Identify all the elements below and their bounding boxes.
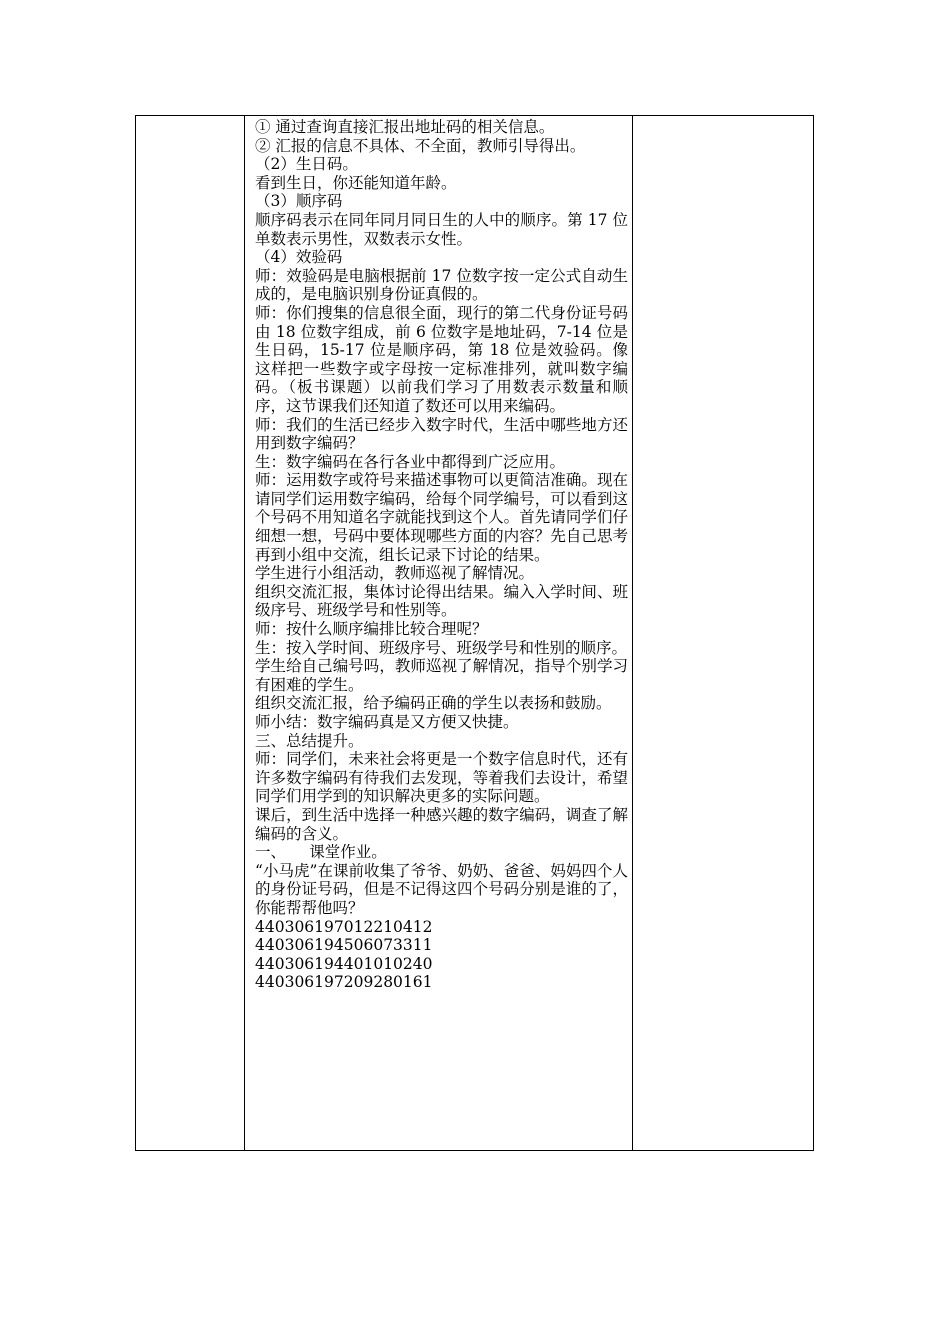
lesson-table — [135, 115, 814, 1151]
id-number: 440306197209280161 — [255, 973, 433, 992]
paragraph: 生：数字编码在各行各业中都得到广泛应用。 — [255, 452, 566, 471]
paragraph: 师：同学们，未来社会将更是一个数字信息时代，还有许多数字编码有待我们去发现，等着我们去设计，希望同学们用学到的知识解决更多的实际问题。 — [255, 750, 628, 806]
paragraph: 组织交流汇报，集体讨论得出结果。编入入学时间、班级序号、班级学号和性别等。 — [255, 582, 628, 620]
paragraph: 看到生日，你还能知道年龄。 — [255, 173, 457, 192]
paragraph: 顺序码表示在同年同月同日生的人中的顺序。第 17 位单数表示男性，双数表示女性。 — [255, 210, 628, 248]
paragraph: （3）顺序码 — [255, 192, 343, 211]
paragraph: 师：你们搜集的信息很全面，现行的第二代身份证号码由 18 位数字组成，前 6 位数字是地址码，7-14 位是生日码，15-17 位是顺序码，第 18 位是效验码。像这样把一些数字或字母按一定标准排列，就叫数字编码。（板书课题）以前我们学习了用数表示数量和顺序，这节课我们还知道了数还可以用来编码。 — [255, 303, 628, 415]
paragraph: （4）效验码 — [255, 248, 343, 267]
right-column-cell — [633, 116, 814, 1151]
section-heading: 一、 课堂作业。 — [255, 843, 387, 862]
paragraph: 师：按什么顺序编排比较合理呢？ — [255, 620, 488, 639]
paragraph: 组织交流汇报，给予编码正确的学生以表扬和鼓励。 — [255, 694, 612, 713]
paragraph: 生：按入学时间、班级序号、班级学号和性别的顺序。 — [255, 638, 628, 657]
paragraph: ① 通过查询直接汇报出地址码的相关信息。 — [255, 118, 555, 136]
table-row — [136, 116, 814, 1151]
paragraph: 师：我们的生活已经步入数字时代，生活中哪些地方还用到数字编码？ — [255, 415, 628, 453]
paragraph: （2）生日码。 — [255, 155, 358, 174]
paragraph: ② 汇报的信息不具体、不全面，教师引导得出。 — [255, 136, 586, 155]
paragraph: “小马虎”在课前收集了爷爷、奶奶、爸爸、妈妈四个人的身份证号码，但是不记得这四个号码分别是谁的了，你能帮帮他吗？ — [255, 861, 628, 917]
id-number: 440306194506073311 — [255, 936, 433, 955]
id-number: 440306197012210412 — [255, 917, 433, 936]
main-content-cell — [245, 116, 633, 1151]
lesson-content — [245, 116, 632, 992]
section-heading: 三、总结提升。 — [255, 731, 364, 750]
paragraph: 学生进行小组活动，教师巡视了解情况。 — [255, 564, 535, 583]
paragraph: 课后，到生活中选择一种感兴趣的数字编码，调查了解编码的含义。 — [255, 805, 628, 843]
paragraph: 师：运用数字或符号来描述事物可以更简洁准确。现在请同学们运用数字编码，给每个同学编号，可以看到这个号码不用知道名字就能找到这个人。首先请同学们仔细想一想，号码中要体现哪些方面的内容？先自己思考再到小组中交流，组长记录下讨论的结果。 — [255, 471, 628, 564]
id-number: 440306194401010240 — [255, 954, 433, 973]
left-column-cell — [136, 116, 245, 1151]
paragraph: 学生给自己编号吗，教师巡视了解情况，指导个别学习有困难的学生。 — [255, 657, 628, 694]
paragraph: 师：效验码是电脑根据前 17 位数字按一定公式自动生成的，是电脑识别身份证真假的。 — [255, 266, 628, 304]
paragraph: 师小结：数字编码真是又方便又快捷。 — [255, 713, 519, 731]
